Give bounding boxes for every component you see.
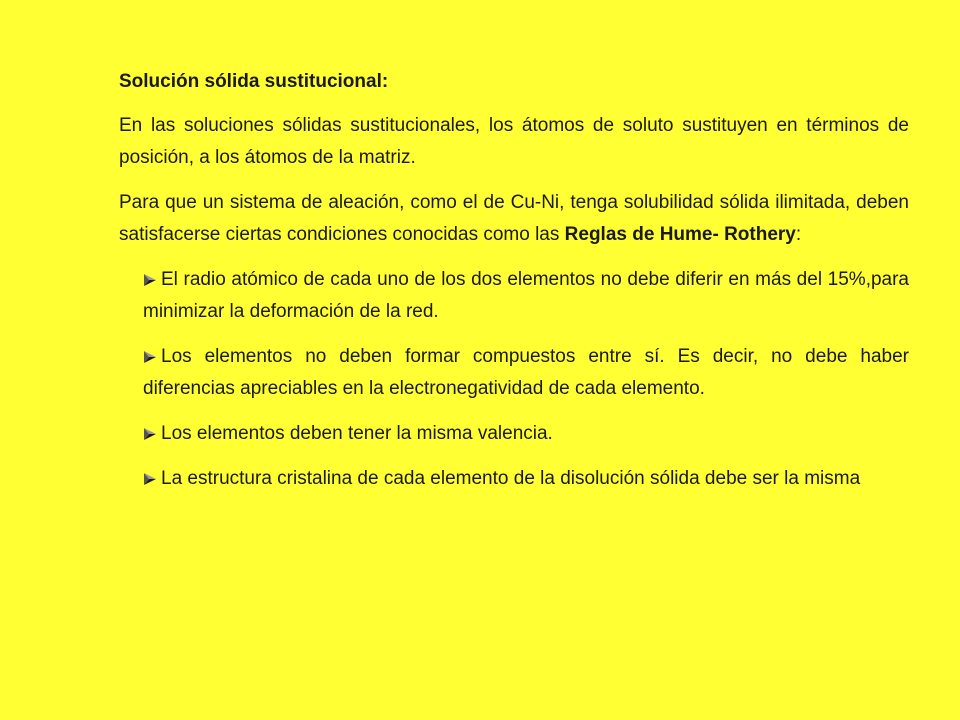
list-item <box>143 341 909 405</box>
intro-paragraph: En las soluciones sólidas sustitucionales, los átomos de soluto sustituyen en términos de posición, a los átomos de la matriz. <box>119 115 909 168</box>
conditions-paragraph <box>119 187 909 251</box>
arrowhead-bullet-icon <box>143 350 157 364</box>
hume-rothery-rules-term: Reglas de Hume- Rothery <box>564 224 796 245</box>
conditions-text: Para que un sistema de aleación, como el de Cu-Ni, tenga solubilidad sólida ilimitada, deben satisfacerse ciertas condiciones conocidas como las <box>119 192 909 245</box>
rules-list <box>119 264 909 495</box>
list-item-text: Los elementos deben tener la misma valencia. <box>161 423 553 444</box>
arrowhead-bullet-icon <box>143 472 157 486</box>
list-item-text: Los elementos no deben formar compuestos entre sí. Es decir, no debe haber diferencias apreciables en la electronegatividad de cada elemento. <box>143 346 909 399</box>
slide-content <box>119 66 909 508</box>
list-item-text: El radio atómico de cada uno de los dos elementos no debe diferir en más del 15%,para minimizar la deformación de la red. <box>143 269 909 322</box>
list-item <box>143 418 909 450</box>
arrowhead-bullet-icon <box>143 427 157 441</box>
list-item-text: La estructura cristalina de cada elemento de la disolución sólida debe ser la misma <box>161 468 861 489</box>
list-item <box>143 463 909 495</box>
section-heading: Solución sólida sustitucional: <box>119 71 389 92</box>
arrowhead-bullet-icon <box>143 273 157 287</box>
conditions-colon: : <box>795 224 802 245</box>
list-item <box>143 264 909 328</box>
